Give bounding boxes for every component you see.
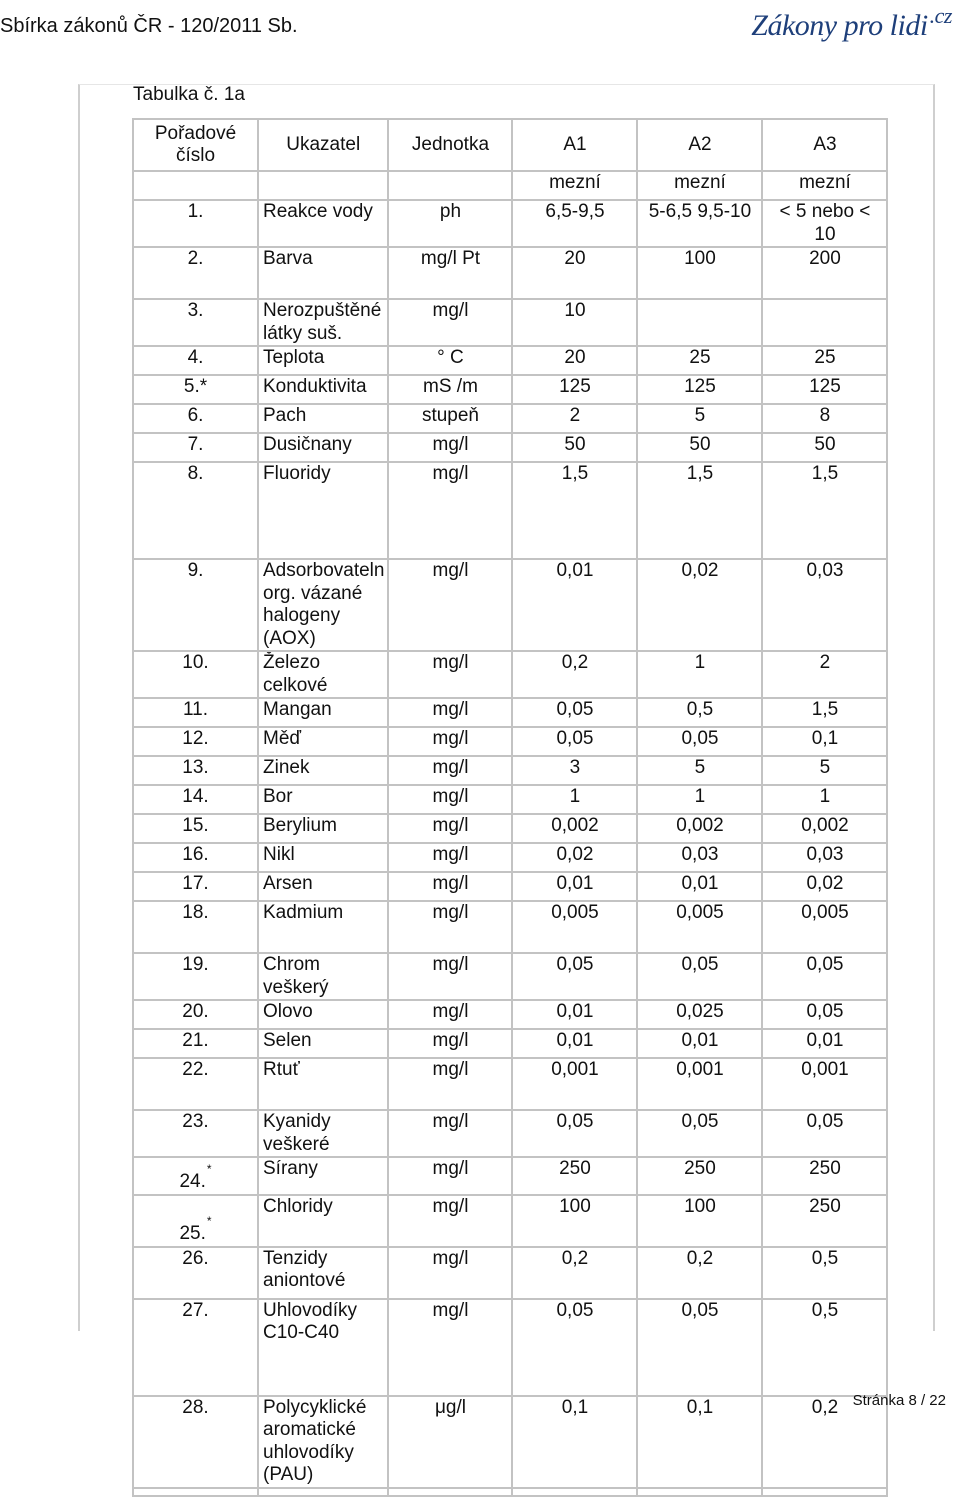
a1-value: 6,5-9,5 [512, 200, 637, 247]
indicator-name: Rtuť [258, 1058, 388, 1110]
a3-value [762, 299, 887, 346]
row-number-text: 26. [182, 1247, 209, 1269]
indicator-name: Železo celkové [258, 651, 388, 698]
a2-value: 0,2 [637, 1247, 762, 1299]
unit-cell: mg/l [388, 1110, 512, 1157]
row-number-text: 4. [187, 347, 204, 368]
a3-value: 250 [762, 1157, 887, 1195]
a2-value: 125 [637, 375, 762, 404]
row-number-text: 22. [182, 1059, 209, 1080]
table-row [133, 901, 887, 953]
unit-cell: mg/l [388, 559, 512, 651]
row-number-text: 16. [182, 844, 209, 865]
row-number-text: 25. [179, 1223, 206, 1244]
a3-value: 0,05 [762, 1110, 887, 1157]
a2-value: 0,1 [637, 1396, 762, 1488]
logo-tld: .cz [929, 3, 952, 28]
table-row [133, 843, 887, 872]
indicator-name: Dusičnany [258, 433, 388, 462]
unit-cell: mg/l [388, 1299, 512, 1396]
table-row [133, 651, 887, 698]
empty-cell [762, 1488, 887, 1496]
a1-value: 0,05 [512, 1299, 637, 1396]
a3-value: 0,05 [762, 1000, 887, 1029]
a1-value: 2 [512, 404, 637, 433]
unit-cell: mg/l [388, 299, 512, 346]
table-row [133, 756, 887, 785]
unit-cell: mg/l [388, 462, 512, 559]
a1-value: 0,001 [512, 1058, 637, 1110]
indicator-name: Tenzidy aniontové [258, 1247, 388, 1299]
row-number-text: 15. [182, 815, 209, 836]
indicator-name: Reakce vody [258, 200, 388, 247]
a3-value: 0,2 [762, 1396, 887, 1488]
page-header-title: Sbírka zákonů ČR - 120/2011 Sb. [0, 15, 298, 37]
table-row [133, 299, 887, 346]
a3-value: 0,1 [762, 727, 887, 756]
row-number-text: 13. [182, 757, 209, 778]
a2-value: 250 [637, 1157, 762, 1195]
indicator-name: Olovo [258, 1000, 388, 1029]
row-number-text: 18. [182, 902, 209, 923]
row-number [133, 375, 258, 404]
a1-value: 0,002 [512, 814, 637, 843]
unit-cell: mg/l [388, 756, 512, 785]
table-row [133, 872, 887, 901]
a3-value: 25 [762, 346, 887, 375]
indicator-name: Uhlovodíky C10-C40 [258, 1299, 388, 1396]
a3-value: 0,02 [762, 872, 887, 901]
a2-value: 0,001 [637, 1058, 762, 1110]
a1-value: 100 [512, 1195, 637, 1247]
a3-value: 8 [762, 404, 887, 433]
unit-cell: mg/l [388, 1247, 512, 1299]
a2-value: 5 [637, 404, 762, 433]
table-row [133, 1110, 887, 1157]
row-number-text: 9. [187, 560, 204, 581]
table-row [133, 247, 887, 299]
subheader-cell-a1: mezní [512, 171, 637, 200]
a2-value: 1,5 [637, 462, 762, 559]
row-number-text: 28. [182, 1396, 209, 1418]
a2-value [637, 299, 762, 346]
a1-value: 0,01 [512, 1000, 637, 1029]
a1-value: 1,5 [512, 462, 637, 559]
indicator-name: Sírany [258, 1157, 388, 1195]
table-row [133, 559, 887, 651]
row-number [133, 785, 258, 814]
a2-value: 0,005 [637, 901, 762, 953]
table-row [133, 785, 887, 814]
a1-value: 0,05 [512, 1110, 637, 1157]
row-number [133, 1157, 258, 1195]
row-number [133, 404, 258, 433]
row-number [133, 1247, 258, 1299]
subheader-cell [258, 171, 388, 200]
a3-value: 250 [762, 1195, 887, 1247]
row-number [133, 1029, 258, 1058]
a1-value: 250 [512, 1157, 637, 1195]
a2-value: 0,05 [637, 727, 762, 756]
a1-value: 20 [512, 346, 637, 375]
a1-value: 125 [512, 375, 637, 404]
a2-value: 0,01 [637, 1029, 762, 1058]
a2-value: 100 [637, 247, 762, 299]
unit-cell: mS /m [388, 375, 512, 404]
a3-value: 50 [762, 433, 887, 462]
indicator-name: Zinek [258, 756, 388, 785]
a2-value: 0,5 [637, 698, 762, 727]
a3-value: 1 [762, 785, 887, 814]
empty-cell [133, 1488, 258, 1496]
page-number: Stránka 8 / 22 [852, 1392, 946, 1409]
unit-cell: mg/l Pt [388, 247, 512, 299]
table-row [133, 814, 887, 843]
indicator-name: Bor [258, 785, 388, 814]
row-number-text: 21. [182, 1030, 209, 1051]
table-row [133, 1195, 887, 1247]
indicator-name: Barva [258, 247, 388, 299]
table-row [133, 1488, 887, 1496]
row-number [133, 462, 258, 559]
a1-value: 0,05 [512, 953, 637, 1000]
indicator-name: Mangan [258, 698, 388, 727]
indicator-name: Chrom veškerý [258, 953, 388, 1000]
row-number [133, 727, 258, 756]
row-number-text: 1. [187, 201, 204, 222]
indicator-name: Berylium [258, 814, 388, 843]
table-row [133, 727, 887, 756]
a1-value: 0,2 [512, 1247, 637, 1299]
table-row [133, 953, 887, 1000]
table-row [133, 1058, 887, 1110]
subheader-cell [133, 171, 258, 200]
a1-value: 3 [512, 756, 637, 785]
row-number [133, 1058, 258, 1110]
indicator-name: Pach [258, 404, 388, 433]
row-number-text: 11. [182, 699, 208, 720]
col-header-a3: A3 [762, 119, 887, 171]
a1-value: 0,01 [512, 559, 637, 651]
row-number [133, 559, 258, 651]
unit-cell: mg/l [388, 727, 512, 756]
unit-cell: stupeň [388, 404, 512, 433]
empty-cell [512, 1488, 637, 1496]
row-number [133, 1299, 258, 1396]
table-row [133, 1396, 887, 1488]
col-header-unit: Jednotka [388, 119, 512, 171]
row-number [133, 843, 258, 872]
row-number [133, 1396, 258, 1488]
a3-value: 125 [762, 375, 887, 404]
a2-value: 50 [637, 433, 762, 462]
indicator-name: Fluoridy [258, 462, 388, 559]
a1-value: 1 [512, 785, 637, 814]
row-number-text: 19. [182, 954, 209, 975]
table-row [133, 433, 887, 462]
indicator-name: Měď [258, 727, 388, 756]
col-header-indicator: Ukazatel [258, 119, 388, 171]
unit-cell: mg/l [388, 814, 512, 843]
footnote-marker: * [206, 1214, 212, 1228]
a1-value: 50 [512, 433, 637, 462]
table-row [133, 1157, 887, 1195]
a1-value: 0,05 [512, 727, 637, 756]
a1-value: 0,01 [512, 872, 637, 901]
table-row [133, 1029, 887, 1058]
row-number [133, 872, 258, 901]
table-row [133, 375, 887, 404]
empty-cell [388, 1488, 512, 1496]
row-number [133, 1000, 258, 1029]
indicator-name: Selen [258, 1029, 388, 1058]
unit-cell: mg/l [388, 698, 512, 727]
row-number [133, 346, 258, 375]
footnote-marker: * [206, 1162, 212, 1176]
unit-cell: mg/l [388, 1157, 512, 1195]
indicator-name: Nikl [258, 843, 388, 872]
a3-value: 2 [762, 651, 887, 698]
subheader-cell-a2: mezní [637, 171, 762, 200]
row-number [133, 698, 258, 727]
a1-value: 20 [512, 247, 637, 299]
a3-value: 0,002 [762, 814, 887, 843]
row-number-text: 24. [179, 1171, 206, 1192]
unit-cell: mg/l [388, 1000, 512, 1029]
row-number [133, 901, 258, 953]
row-number-text: 14. [182, 786, 209, 807]
a2-value: 5 [637, 756, 762, 785]
row-number-text: 5.* [183, 376, 208, 397]
row-number [133, 814, 258, 843]
unit-cell: mg/l [388, 953, 512, 1000]
row-number-text: 8. [187, 463, 204, 484]
subheader-cell [388, 171, 512, 200]
unit-cell: mg/l [388, 843, 512, 872]
col-header-a2: A2 [637, 119, 762, 171]
a3-value: 200 [762, 247, 887, 299]
row-number-text: 27. [182, 1299, 209, 1321]
unit-cell: ph [388, 200, 512, 247]
unit-cell: μg/l [388, 1396, 512, 1488]
table-row [133, 346, 887, 375]
a2-value: 0,05 [637, 953, 762, 1000]
unit-cell: mg/l [388, 1195, 512, 1247]
row-number-text: 3. [187, 300, 204, 321]
site-logo[interactable] [751, 3, 952, 43]
a3-value: < 5 nebo < 10 [762, 200, 887, 247]
a2-value: 1 [637, 651, 762, 698]
table-row [133, 1000, 887, 1029]
a3-value: 5 [762, 756, 887, 785]
a2-value: 0,025 [637, 1000, 762, 1029]
a3-value: 0,03 [762, 843, 887, 872]
row-number [133, 299, 258, 346]
empty-cell [258, 1488, 388, 1496]
table-row [133, 698, 887, 727]
a3-value: 0,001 [762, 1058, 887, 1110]
indicator-name: Nerozpuštěné látky suš. [258, 299, 388, 346]
a2-value: 0,002 [637, 814, 762, 843]
indicator-name: Kadmium [258, 901, 388, 953]
a3-value: 0,05 [762, 953, 887, 1000]
a2-value: 1 [637, 785, 762, 814]
unit-cell: ° C [388, 346, 512, 375]
indicator-name: Polycyklické aromatické uhlovodíky (PAU) [258, 1396, 388, 1488]
table-row [133, 1299, 887, 1396]
a1-value: 0,05 [512, 698, 637, 727]
unit-cell: mg/l [388, 651, 512, 698]
subheader-row [133, 171, 887, 200]
indicator-name: Adsorbovateln org. vázané halogeny (AOX) [258, 559, 388, 651]
unit-cell: mg/l [388, 1058, 512, 1110]
subheader-cell-a3: mezní [762, 171, 887, 200]
a3-value: 0,01 [762, 1029, 887, 1058]
indicator-name: Kyanidy veškeré [258, 1110, 388, 1157]
row-number [133, 953, 258, 1000]
row-number-text: 2. [187, 248, 204, 269]
a1-value: 0,02 [512, 843, 637, 872]
row-number-text: 20. [182, 1001, 209, 1022]
row-number-text: 7. [187, 434, 204, 455]
indicator-name: Teplota [258, 346, 388, 375]
col-header-number: Pořadové číslo [133, 119, 258, 171]
table-caption: Tabulka č. 1a [133, 84, 245, 105]
a2-value: 5-6,5 9,5-10 [637, 200, 762, 247]
a2-value: 100 [637, 1195, 762, 1247]
unit-cell: mg/l [388, 1029, 512, 1058]
unit-cell: mg/l [388, 872, 512, 901]
a2-value: 0,01 [637, 872, 762, 901]
a2-value: 0,05 [637, 1299, 762, 1396]
a1-value: 10 [512, 299, 637, 346]
indicator-name: Arsen [258, 872, 388, 901]
a3-value: 1,5 [762, 698, 887, 727]
table-row [133, 200, 887, 247]
table-row [133, 1247, 887, 1299]
row-number-text: 23. [182, 1111, 209, 1132]
unit-cell: mg/l [388, 901, 512, 953]
logo-text: Zákony pro lidi [751, 9, 928, 42]
row-number [133, 1110, 258, 1157]
a1-value: 0,01 [512, 1029, 637, 1058]
col-header-a1: A1 [512, 119, 637, 171]
row-number [133, 247, 258, 299]
a1-value: 0,005 [512, 901, 637, 953]
a3-value: 0,5 [762, 1247, 887, 1299]
a3-value: 0,5 [762, 1299, 887, 1396]
row-number [133, 756, 258, 785]
a2-value: 0,03 [637, 843, 762, 872]
row-number [133, 433, 258, 462]
table-row [133, 404, 887, 433]
unit-cell: mg/l [388, 785, 512, 814]
limits-table [132, 118, 888, 1497]
indicator-name: Konduktivita [258, 375, 388, 404]
row-number [133, 1195, 258, 1247]
a3-value: 0,005 [762, 901, 887, 953]
a2-value: 0,02 [637, 559, 762, 651]
a3-value: 1,5 [762, 462, 887, 559]
row-number-text: 6. [187, 405, 204, 426]
table-row [133, 462, 887, 559]
header-row [133, 119, 887, 171]
row-number-text: 17. [182, 873, 209, 894]
empty-cell [637, 1488, 762, 1496]
a1-value: 0,1 [512, 1396, 637, 1488]
a2-value: 25 [637, 346, 762, 375]
row-number-text: 10. [182, 652, 209, 673]
row-number [133, 200, 258, 247]
unit-cell: mg/l [388, 433, 512, 462]
indicator-name: Chloridy [258, 1195, 388, 1247]
row-number-text: 12. [182, 728, 209, 749]
row-number [133, 651, 258, 698]
a2-value: 0,05 [637, 1110, 762, 1157]
a1-value: 0,2 [512, 651, 637, 698]
a3-value: 0,03 [762, 559, 887, 651]
